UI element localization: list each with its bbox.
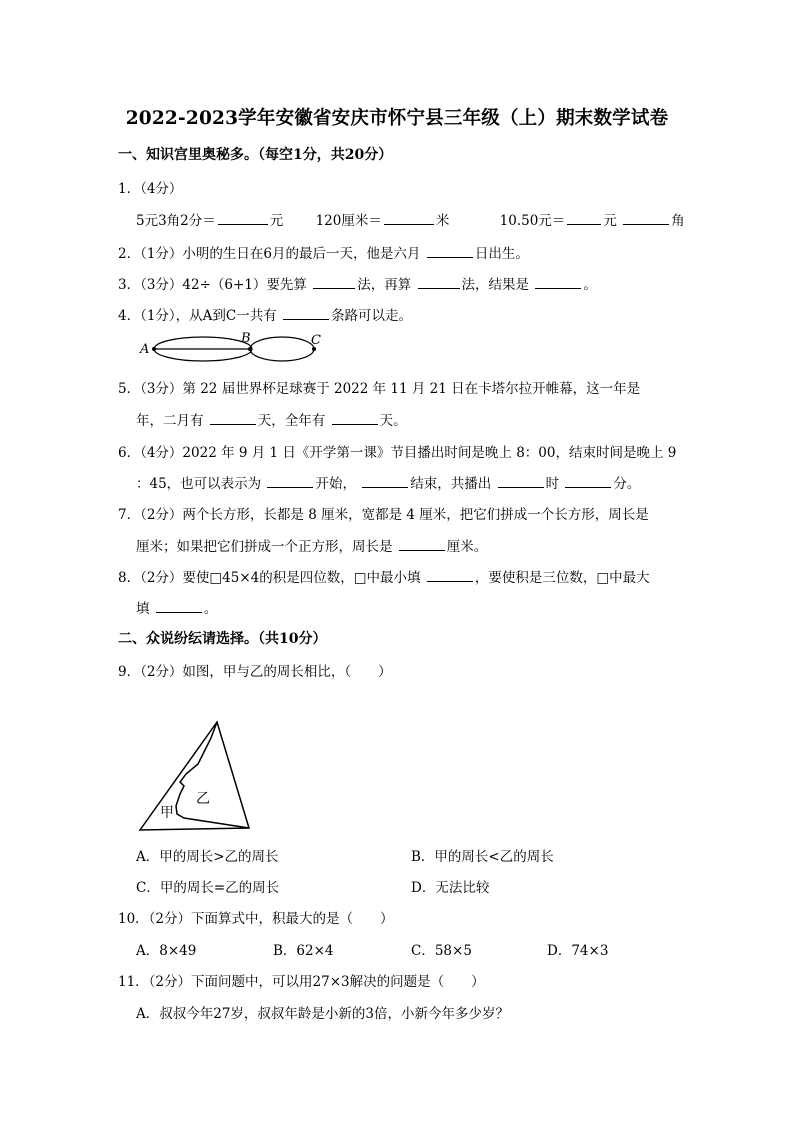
- q3-text-b: 法，再算: [357, 277, 412, 293]
- answer-blank: [267, 486, 313, 488]
- route-diagram: [136, 328, 326, 370]
- page-title: 2022-2023学年安徽省安庆市怀宁县三年级（上）期末数学试卷: [125, 108, 669, 129]
- q9-option-d: D．无法比较: [411, 880, 490, 896]
- question-7-line-1: 7．（2分）两个长方形，长都是 8 厘米，宽都是 4 厘米，把它们拼成一个长方形，周长是: [118, 507, 649, 523]
- answer-blank: [498, 486, 544, 488]
- q1-unit-yuan2: 元: [603, 213, 617, 229]
- q1-part-c: 10.50元＝: [499, 213, 566, 229]
- question-4: [118, 304, 412, 324]
- q8-text-d: 。: [203, 601, 218, 617]
- q10-option-a: A．8×49: [136, 943, 197, 959]
- answer-blank: [418, 287, 460, 289]
- answer-blank: [565, 486, 611, 488]
- q9-option-a: A．甲的周长>乙的周长: [136, 849, 279, 865]
- answer-blank: [210, 423, 256, 425]
- question-5-line-1: 5．（3分）第 22 届世界杯足球赛于 2022 年 11 月 21 日在卡塔尔拉开帷幕，这一年是: [118, 381, 641, 397]
- question-6-line-1: 6．（4分）2022 年 9 月 1 日《开学第一课》节目播出时间是晚上 8：00，结束时间是晚上 9: [118, 445, 677, 461]
- question-8-line-1: [118, 566, 650, 586]
- region-jia-label: 甲: [160, 805, 174, 821]
- question-1-line: [136, 209, 685, 229]
- question-1-header: 1．（4分）: [118, 181, 183, 197]
- answer-blank: [384, 223, 434, 225]
- question-8-line-2: [136, 597, 217, 617]
- q1-part-a: 5元3角2分＝: [136, 213, 216, 229]
- answer-blank: [567, 223, 601, 225]
- question-10-stem: 10．（2分）下面算式中，积最大的是（ ）: [118, 911, 394, 927]
- q10-option-b: B．62×4: [273, 943, 334, 959]
- answer-blank: [218, 223, 268, 225]
- q8-text-a: 8．（2分）要使□45×4的积是四位数，□中最小填: [118, 570, 421, 586]
- q1-unit-jiao: 角: [671, 213, 685, 229]
- question-7-line-2: [136, 535, 487, 555]
- q10-option-d: D．74×3: [547, 943, 609, 959]
- question-2: [118, 242, 529, 262]
- q5-text-b: 天，全年有: [257, 413, 326, 429]
- answer-blank: [427, 580, 473, 582]
- point-b-label: B: [241, 331, 251, 346]
- answer-blank: [535, 287, 581, 289]
- triangle-figure: [136, 718, 254, 834]
- q4-text-b: 条路可以走。: [331, 308, 413, 324]
- q3-text-c: 法，结果是: [461, 277, 530, 293]
- q5-text-a: 年，二月有: [136, 413, 204, 429]
- q9-option-c: C．甲的周长=乙的周长: [136, 880, 280, 896]
- q6-text-d: 时: [545, 476, 560, 492]
- point-c-label: C: [311, 333, 321, 348]
- q1-unit-yuan: 元: [269, 213, 284, 229]
- q9-option-b: B．甲的周长<乙的周长: [411, 849, 554, 865]
- q6-text-b: 开始，: [315, 476, 356, 492]
- q4-text-a: 4．（1分），从A到C一共有: [118, 308, 277, 324]
- q7-text-a: 厘米；如果把它们拼成一个正方形，周长是: [136, 539, 393, 555]
- question-3: [118, 273, 597, 293]
- q7-text-b: 厘米。: [446, 539, 488, 555]
- answer-blank: [332, 423, 378, 425]
- q10-option-c: C．58×5: [411, 943, 472, 959]
- q8-text-c: 填: [136, 601, 150, 617]
- point-a-label: A: [140, 342, 150, 357]
- q11-option-a: A．叔叔今年27岁，叔叔年龄是小新的3倍，小新今年多少岁？: [136, 1006, 510, 1022]
- answer-blank: [623, 223, 669, 225]
- q6-text-e: 分。: [613, 476, 641, 492]
- q5-text-c: 天。: [379, 413, 407, 429]
- answer-blank: [399, 549, 445, 551]
- question-11-stem: 11．（2分）下面问题中，可以用27×3解决的问题是（ ）: [118, 974, 485, 990]
- q6-text-a: ：45，也可以表示为: [136, 476, 262, 492]
- question-5-line-2: [136, 409, 407, 429]
- q3-text-d: 。: [583, 277, 597, 293]
- section-heading-2: 二、众说纷纭请选择。（共10分）: [118, 631, 327, 647]
- answer-blank: [427, 256, 473, 258]
- q1-part-b: 120厘米＝: [315, 213, 382, 229]
- question-6-line-2: [136, 472, 640, 492]
- question-9-stem: 9．（2分）如图，甲与乙的周长相比，（ ）: [118, 664, 392, 680]
- answer-blank: [313, 287, 355, 289]
- q1-unit-mi: 米: [435, 213, 450, 229]
- section-heading-1: 一、知识宫里奥秘多。（每空1分，共20分）: [118, 147, 393, 163]
- q3-text-a: 3．（3分）42÷（6+1）要先算: [118, 277, 307, 293]
- answer-blank: [362, 486, 408, 488]
- q6-text-c: 结束，共播出: [410, 476, 492, 492]
- q2-text-b: 日出生。: [474, 246, 529, 262]
- q2-text-a: 2．（1分）小明的生日在6月的最后一天，他是六月: [118, 246, 421, 262]
- answer-blank: [156, 611, 202, 613]
- q8-text-b: ，要使积是三位数，□中最大: [474, 570, 650, 586]
- answer-blank: [283, 318, 329, 320]
- region-yi-label: 乙: [196, 791, 210, 807]
